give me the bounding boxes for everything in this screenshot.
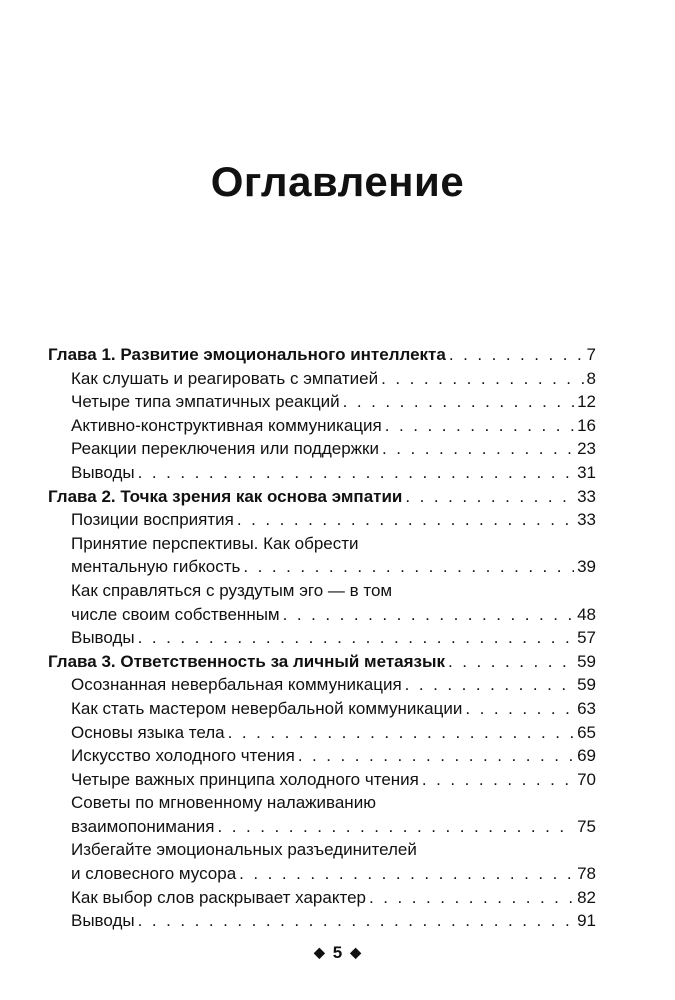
toc-page-number: 59 bbox=[577, 651, 596, 671]
toc-page-number: 91 bbox=[577, 911, 596, 931]
toc-leader-dots bbox=[465, 697, 574, 721]
toc-item-title: Четыре типа эмпатичных реакций bbox=[71, 392, 340, 412]
toc-item[interactable] bbox=[48, 461, 596, 485]
diamond-ornament-icon: ◆ bbox=[350, 944, 362, 960]
toc-item[interactable] bbox=[48, 768, 596, 792]
toc-leader-dots bbox=[239, 862, 574, 886]
toc-item[interactable] bbox=[48, 815, 596, 839]
toc-page-number: 78 bbox=[577, 864, 596, 884]
toc-leader-dots bbox=[228, 721, 574, 745]
toc-item-title: взаимопонимания bbox=[71, 816, 215, 836]
toc-item-title: Основы языка тела bbox=[71, 722, 225, 742]
toc-item-title: Как слушать и реагировать с эмпатией bbox=[71, 368, 379, 388]
toc-item-title-line1[interactable]: Как справляться с руздутым эго — в том bbox=[71, 580, 393, 600]
toc-page-number: 69 bbox=[577, 746, 596, 766]
toc-item-title: Осознанная невербальная коммуникация bbox=[71, 675, 402, 695]
toc-item-title: Активно-конструктивная коммуникация bbox=[71, 415, 382, 435]
toc-chapter-2[interactable] bbox=[48, 485, 596, 509]
toc-item[interactable] bbox=[48, 367, 596, 391]
toc-leader-dots bbox=[405, 673, 574, 697]
toc-item[interactable] bbox=[48, 697, 596, 721]
toc-leader-dots bbox=[237, 508, 574, 532]
toc-leader-dots bbox=[138, 909, 574, 933]
toc-item-title-line1[interactable]: Принятие перспективы. Как обрести bbox=[71, 533, 359, 553]
toc-page-number: 59 bbox=[577, 675, 596, 695]
toc-page-number: 31 bbox=[577, 462, 596, 482]
toc-item-title: Искусство холодного чтения bbox=[71, 746, 295, 766]
toc-leader-dots bbox=[385, 414, 574, 438]
toc-item[interactable] bbox=[48, 390, 596, 414]
toc-item[interactable] bbox=[48, 886, 596, 910]
toc-item[interactable] bbox=[48, 721, 596, 745]
toc-page-number: 23 bbox=[577, 439, 596, 459]
table-of-contents bbox=[48, 343, 596, 933]
toc-item-title: и словесного мусора bbox=[71, 864, 237, 884]
toc-item[interactable] bbox=[48, 414, 596, 438]
toc-item-title: Выводы bbox=[71, 628, 135, 648]
toc-item[interactable] bbox=[48, 626, 596, 650]
toc-leader-dots bbox=[298, 744, 574, 768]
toc-leader-dots bbox=[405, 485, 574, 509]
toc-chapter-title: Глава 2. Точка зрения как основа эмпатии bbox=[48, 486, 403, 506]
toc-page-number: 75 bbox=[577, 816, 596, 836]
toc-item[interactable] bbox=[48, 673, 596, 697]
toc-page-number: 7 bbox=[586, 345, 596, 364]
toc-page-number: 63 bbox=[577, 698, 596, 718]
toc-chapter-3[interactable] bbox=[48, 650, 596, 674]
toc-leader-dots bbox=[138, 626, 574, 650]
toc-item-title-line1[interactable]: Избегайте эмоциональных разъединителей bbox=[71, 840, 417, 860]
toc-chapter-title: Глава 3. Ответственность за личный метаязык bbox=[48, 651, 446, 671]
toc-leader-dots bbox=[369, 886, 574, 910]
toc-item-title: Выводы bbox=[71, 911, 135, 931]
toc-leader-dots bbox=[343, 390, 574, 414]
toc-leader-dots bbox=[422, 768, 574, 792]
toc-page-number: 8 bbox=[586, 368, 596, 388]
toc-leader-dots bbox=[218, 815, 575, 839]
toc-item-title: Реакции переключения или поддержки bbox=[71, 439, 379, 459]
toc-item[interactable] bbox=[48, 508, 596, 532]
toc-item-title: Выводы bbox=[71, 462, 135, 482]
toc-page-number: 48 bbox=[577, 604, 596, 624]
toc-item-title: Позиции восприятия bbox=[71, 510, 234, 530]
toc-page-number: 16 bbox=[577, 415, 596, 435]
toc-page-number: 33 bbox=[577, 486, 596, 506]
toc-page-number: 82 bbox=[577, 887, 596, 907]
toc-leader-dots bbox=[138, 461, 574, 485]
page-footer bbox=[0, 943, 675, 963]
toc-item-title: Четыре важных принципа холодного чтения bbox=[71, 769, 419, 789]
toc-item[interactable] bbox=[48, 744, 596, 768]
toc-chapter-title: Глава 1. Развитие эмоционального интеллекта bbox=[48, 345, 446, 364]
toc-item-title: ментальную гибкость bbox=[71, 557, 241, 577]
diamond-ornament-icon: ◆ bbox=[313, 944, 325, 960]
toc-page-number: 39 bbox=[577, 557, 596, 577]
toc-page-number: 70 bbox=[577, 769, 596, 789]
toc-item-title-line1[interactable]: Советы по мгновенному налаживанию bbox=[71, 793, 376, 813]
toc-leader-dots bbox=[449, 343, 584, 367]
toc-page-number: 57 bbox=[577, 628, 596, 648]
toc-leader-dots bbox=[448, 650, 574, 674]
page-title: Оглавление bbox=[210, 158, 465, 205]
toc-item-title: числе своим собственным bbox=[71, 604, 280, 624]
toc-item[interactable] bbox=[48, 862, 596, 886]
toc-chapter-1[interactable] bbox=[48, 343, 596, 367]
toc-leader-dots bbox=[382, 437, 574, 461]
toc-item[interactable] bbox=[48, 603, 596, 627]
toc-page-number: 65 bbox=[577, 722, 596, 742]
toc-page-number: 33 bbox=[577, 510, 596, 530]
toc-item[interactable] bbox=[48, 437, 596, 461]
page-number: 5 bbox=[332, 943, 343, 962]
toc-item[interactable] bbox=[48, 555, 596, 579]
toc-leader-dots bbox=[283, 603, 574, 627]
toc-leader-dots bbox=[381, 367, 583, 391]
toc-item-title: Как выбор слов раскрывает характер bbox=[71, 887, 366, 907]
toc-item-title: Как стать мастером невербальной коммуникации bbox=[71, 698, 463, 718]
toc-page-number: 12 bbox=[577, 392, 596, 412]
toc-leader-dots bbox=[243, 555, 574, 579]
toc-item[interactable] bbox=[48, 909, 596, 933]
